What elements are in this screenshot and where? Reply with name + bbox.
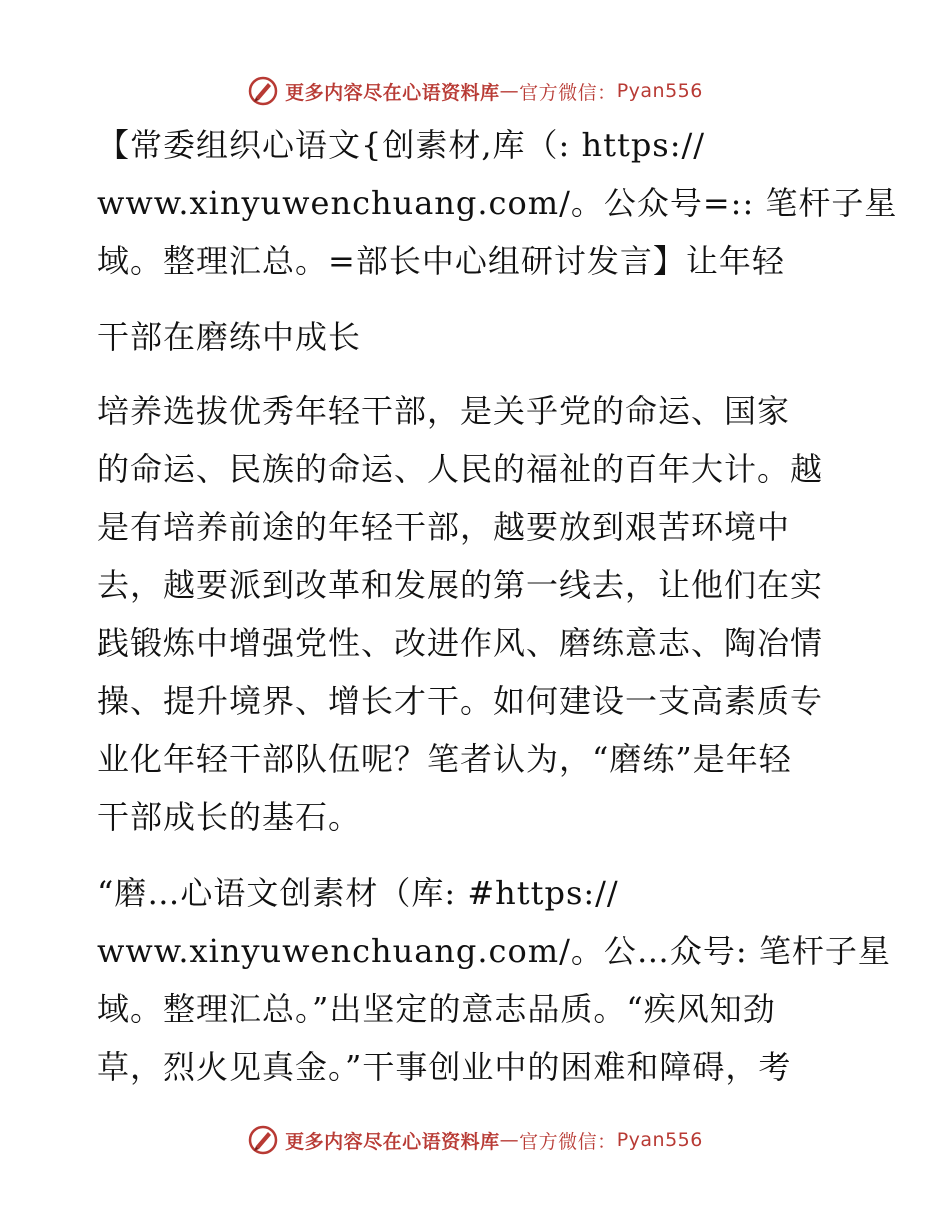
pen-logo-icon <box>247 1124 279 1156</box>
text-line: 干部成长的基石。 <box>97 798 362 836</box>
header-watermark <box>0 73 950 109</box>
text-line: www.xinyuwenchuang.com/。公…众号: 笔杆子星 <box>97 932 891 970</box>
watermark-wechat-id: Pyan556 <box>616 80 703 102</box>
text-line: 是有培养前途的年轻干部，越要放到艰苦环境中 <box>97 508 791 546</box>
text-line: 业化年轻干部队伍呢？笔者认为，“磨练”是年轻 <box>97 740 792 778</box>
watermark-dash: — <box>499 80 520 102</box>
text-line: 的命运、民族的命运、人民的福祉的百年大计。越 <box>97 450 824 488</box>
paragraph-header-note <box>97 116 898 290</box>
watermark-main-text: 更多内容尽在心语资料库 <box>285 81 500 104</box>
text-line: 【常委组织心语文{创素材,库（: https:// <box>97 126 706 164</box>
watermark-wechat-id: Pyan556 <box>616 1129 703 1151</box>
watermark-sub-text: 官方微信： <box>519 1130 617 1153</box>
text-line: 干部在磨练中成长 <box>97 318 362 356</box>
paragraph-intro <box>97 382 857 846</box>
text-line: 践锻炼中增强党性、改进作风、磨练意志、陶冶情 <box>97 624 824 662</box>
text-line: www.xinyuwenchuang.com/。公众号=:: 笔杆子星 <box>97 184 898 222</box>
watermark-main-text: 更多内容尽在心语资料库 <box>285 1130 500 1153</box>
text-line: 去，越要派到改革和发展的第一线去，让他们在实 <box>97 566 824 604</box>
pen-logo-icon <box>247 75 279 107</box>
text-line: 域。整理汇总。”出坚定的意志品质。“疾风知劲 <box>97 990 776 1028</box>
watermark-dash: — <box>499 1129 520 1151</box>
paragraph-body <box>97 864 891 1096</box>
text-line: 培养选拔优秀年轻干部，是关乎党的命运、国家 <box>97 392 791 430</box>
text-line: 域。整理汇总。=部长中心组研讨发言】让年轻 <box>97 242 785 280</box>
watermark-sub-text: 官方微信： <box>519 81 617 104</box>
text-line: 操、提升境界、增长才干。如何建设一支高素质专 <box>97 682 824 720</box>
text-line: “磨…心语文创素材（库: #https:// <box>97 874 619 912</box>
footer-watermark <box>0 1122 950 1158</box>
text-line: 草，烈火见真金。”干事创业中的困难和障碍，考 <box>97 1048 792 1086</box>
article-title <box>97 308 857 366</box>
